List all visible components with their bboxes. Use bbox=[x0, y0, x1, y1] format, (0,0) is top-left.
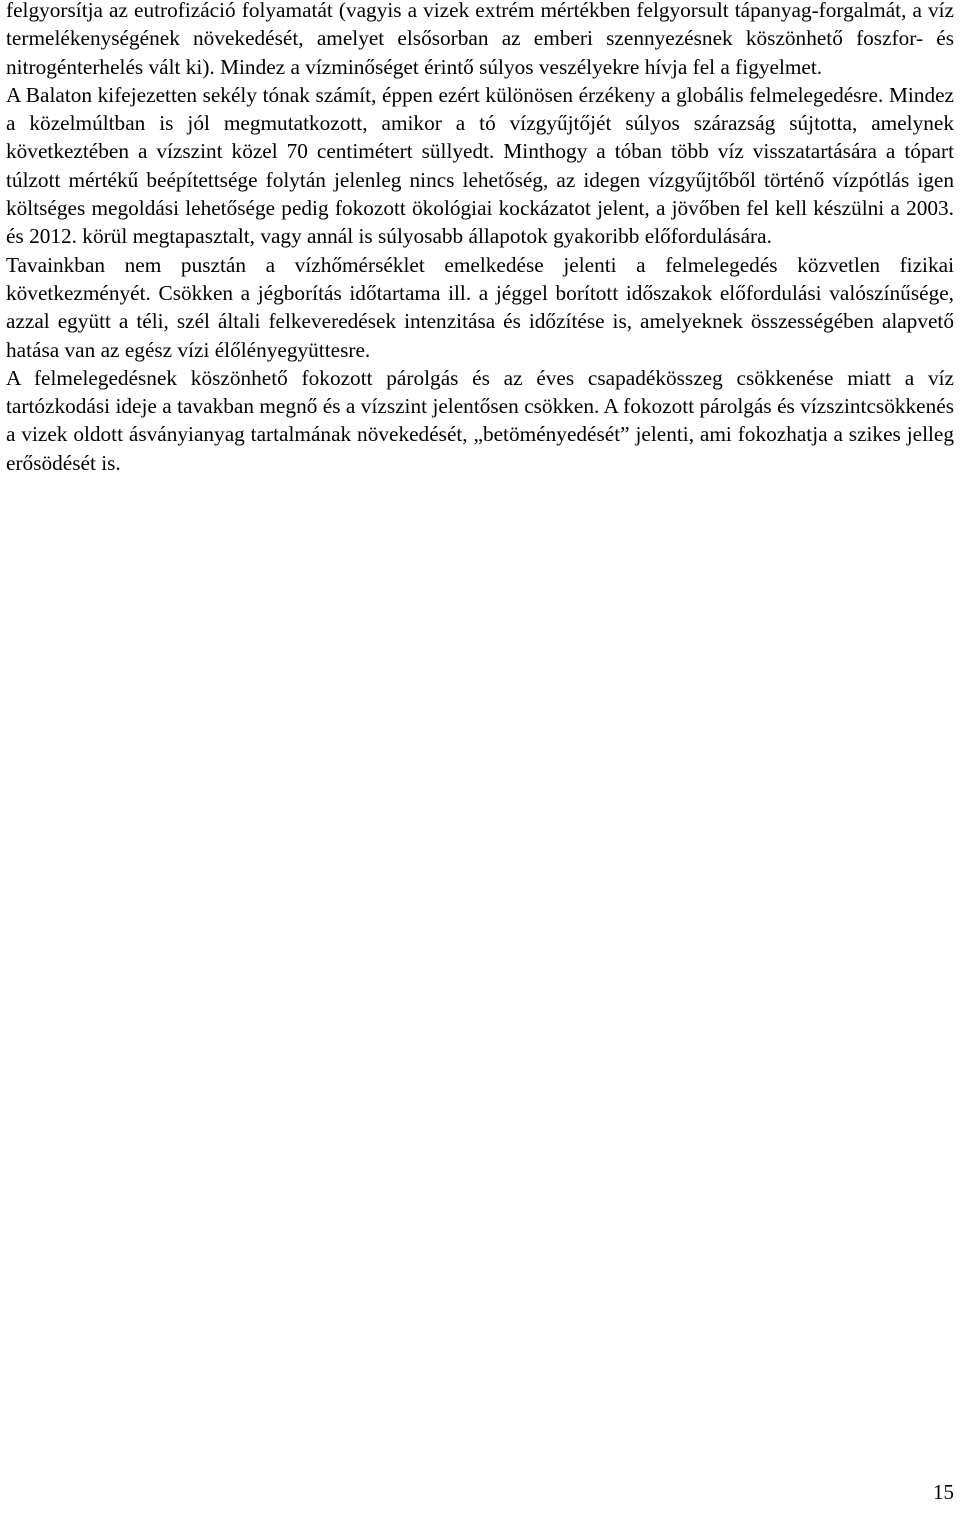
page-number: 15 bbox=[933, 1480, 954, 1504]
paragraph-balaton: A Balaton kifejezetten sekély tónak számít, éppen ezért különösen érzékeny a globális felmelegedésre. Mindez a közelmúltban is jól megmutatkozott, amikor a tó vízgyűjtőjét súlyos szárazság sújtotta, amelynek következtében a vízszint közel 70 centimétert süllyedt. Minthogy a tóban több víz visszatartására a tópart túlzott mértékű beépítettsége folytán jelenleg nincs lehetőség, az idegen vízgyűjtőből történő vízpótlás igen költséges megoldási lehetősége pedig fokozott ökológiai kockázatot jelent, a jövőben fel kell készülni a 2003. és 2012. körül megtapasztalt, vagy annál is súlyosabb állapotok gyakoribb előfordulására. bbox=[6, 82, 954, 249]
paragraph-eutrophication: felgyorsítja az eutrofizáció folyamatát (vagyis a vizek extrém mértékben felgyorsult tápanyag-forgalmát, a víz termelékenységének növekedését, amelyet elsősorban az emberi szennyezésnek köszönhető foszfor- és nitrogénterhelés vált ki). Mindez a vízminőséget érintő súlyos veszélyekre hívja fel a figyelmet. bbox=[6, 0, 954, 79]
document-page bbox=[6, 0, 954, 477]
paragraph-evaporation: A felmelegedésnek köszönhető fokozott párolgás és az éves csapadékösszeg csökkenése miatt a víz tartózkodási ideje a tavakban megnő és a vízszint jelentősen csökken. A fokozott párolgás és vízszintcsökkenés a vizek oldott ásványianyag tartalmának növekedését, „betöményedését” jelenti, ami fokozhatja a szikes jelleg erősödését is. bbox=[6, 365, 954, 475]
paragraph-ice-cover: Tavainkban nem pusztán a vízhőmérséklet emelkedése jelenti a felmelegedés közvetlen fizikai következményét. Csökken a jégborítás időtartama ill. a jéggel borított időszakok előfordulási valószínűsége, azzal együtt a téli, szél általi felkeveredések intenzitása és időzítése is, amelyeknek összességében alapvető hatása van az egész vízi élőlényegyüttesre. bbox=[6, 252, 954, 362]
